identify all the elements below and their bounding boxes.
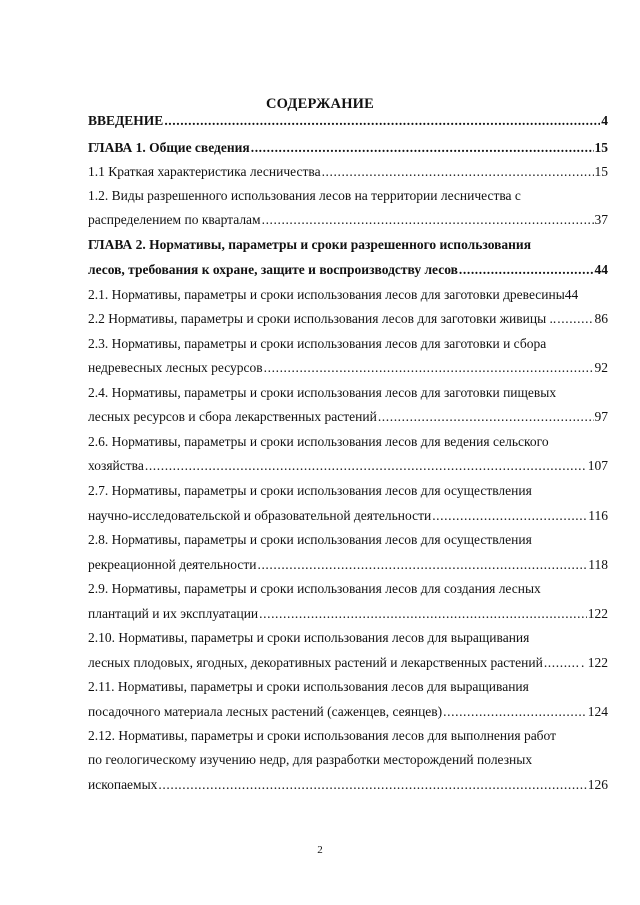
toc-entry bbox=[88, 262, 608, 280]
toc-page-number: 122 bbox=[587, 606, 608, 621]
toc-entry bbox=[88, 679, 608, 697]
toc-leader-dots bbox=[164, 113, 600, 129]
toc-entry bbox=[88, 385, 608, 403]
toc-leader-dots bbox=[257, 557, 587, 573]
toc-entry bbox=[88, 434, 608, 452]
toc-leader-dots bbox=[145, 458, 587, 474]
toc-entry bbox=[88, 237, 608, 255]
toc-entry-text: 1.1 Краткая характеристика лесничества bbox=[88, 164, 321, 179]
toc-entry-text: 2.9. Нормативы, параметры и сроки использования лесов для создания лесных bbox=[88, 581, 541, 596]
toc-entry bbox=[88, 630, 608, 648]
toc-entry bbox=[88, 360, 608, 378]
toc-entry bbox=[88, 532, 608, 550]
toc-entry-text: ГЛАВА 1. Общие сведения bbox=[88, 140, 250, 155]
toc-entry bbox=[88, 581, 608, 599]
toc-leader-dots bbox=[443, 704, 587, 720]
toc-page-number: 37 bbox=[594, 212, 608, 227]
toc-title: СОДЕРЖАНИЕ bbox=[265, 96, 375, 112]
toc-entry bbox=[88, 655, 608, 673]
toc-leader-dots bbox=[378, 409, 594, 425]
toc-entry-text: ископаемых bbox=[88, 777, 158, 792]
toc-page-number: 97 bbox=[594, 409, 608, 424]
toc-leader-dots bbox=[432, 508, 587, 524]
toc-entry-text: распределением по кварталам bbox=[88, 212, 261, 227]
toc-entry-text: 2.2 Нормативы, параметры и сроки использования лесов для заготовки живицы .. bbox=[88, 311, 557, 326]
toc-entry-text: лесов, требования к охране, защите и воспроизводству лесов bbox=[88, 262, 458, 277]
toc-page-number: 116 bbox=[588, 508, 608, 523]
toc-entry bbox=[88, 113, 608, 131]
toc-leader-dots bbox=[259, 606, 587, 622]
toc-page-number: 107 bbox=[587, 458, 608, 473]
toc-page-number: 126 bbox=[587, 777, 608, 792]
toc-page-number: 15 bbox=[594, 164, 608, 179]
toc-entry-text: 2.1. Нормативы, параметры и сроки использования лесов для заготовки древесины44 bbox=[88, 287, 579, 302]
toc-entry bbox=[88, 311, 608, 329]
toc-entry-text: 2.8. Нормативы, параметры и сроки использования лесов для осуществления bbox=[88, 532, 532, 547]
toc-entry-text: по геологическому изучению недр, для разработки месторождений полезных bbox=[88, 752, 533, 767]
toc-page-number: 15 bbox=[594, 140, 608, 155]
toc-entry bbox=[88, 777, 608, 795]
toc-entry-text: рекреационной деятельности bbox=[88, 557, 257, 572]
toc-entry bbox=[88, 140, 608, 158]
toc-leader-dots bbox=[158, 777, 586, 793]
toc-leader-dots bbox=[251, 140, 594, 156]
toc-entry bbox=[88, 164, 608, 182]
toc-entry bbox=[88, 483, 608, 501]
toc-page-number: 124 bbox=[587, 704, 608, 719]
toc-entry-text: 2.10. Нормативы, параметры и сроки использования лесов для выращивания bbox=[88, 630, 530, 645]
toc-entry bbox=[88, 557, 608, 575]
toc-leader-dots bbox=[264, 360, 594, 376]
toc-entry bbox=[88, 752, 608, 770]
toc-entry bbox=[88, 458, 608, 476]
toc-leader-dots bbox=[544, 655, 580, 671]
toc-entry-text: ВВЕДЕНИЕ bbox=[88, 113, 164, 128]
toc-leader-dots bbox=[459, 262, 594, 278]
toc-entry bbox=[88, 508, 608, 526]
toc-page-number: . 122 bbox=[581, 655, 608, 670]
toc-entry-text: 2.6. Нормативы, параметры и сроки использования лесов для ведения сельского bbox=[88, 434, 549, 449]
toc-entry-text: научно-исследовательской и образовательной деятельности bbox=[88, 508, 432, 523]
toc-entry bbox=[88, 704, 608, 722]
toc-entry-text: 2.12. Нормативы, параметры и сроки использования лесов для выполнения работ bbox=[88, 728, 557, 743]
page-number: 2 bbox=[317, 844, 323, 856]
toc-page-number: 92 bbox=[594, 360, 608, 375]
toc-entry-text: лесных ресурсов и сбора лекарственных растений bbox=[88, 409, 377, 424]
toc-entry-text: 2.11. Нормативы, параметры и сроки использования лесов для выращивания bbox=[88, 679, 529, 694]
toc-leader-dots bbox=[557, 311, 593, 327]
toc-entry-text: 2.4. Нормативы, параметры и сроки использования лесов для заготовки пищевых bbox=[88, 385, 557, 400]
toc-entry-text: 2.7. Нормативы, параметры и сроки использования лесов для осуществления bbox=[88, 483, 532, 498]
toc-page-number: 118 bbox=[588, 557, 608, 572]
toc-entry bbox=[88, 606, 608, 624]
toc-entry bbox=[88, 212, 608, 230]
toc-entry-text: недревесных лесных ресурсов bbox=[88, 360, 263, 375]
toc-entry-text: посадочного материала лесных растений (саженцев, сеянцев) bbox=[88, 704, 443, 719]
toc-leader-dots bbox=[322, 164, 594, 180]
toc-entry bbox=[88, 336, 608, 354]
toc-entry-text: 2.3. Нормативы, параметры и сроки использования лесов для заготовки и сбора bbox=[88, 336, 547, 351]
toc-entry-text: ГЛАВА 2. Нормативы, параметры и сроки разрешенного использования bbox=[88, 237, 532, 252]
toc-entry-text: хозяйства bbox=[88, 458, 144, 473]
toc-page-number: 44 bbox=[594, 262, 608, 277]
toc-entry bbox=[88, 287, 608, 305]
toc-entry bbox=[88, 188, 608, 206]
toc-entry-text: лесных плодовых, ягодных, декоративных растений и лекарственных растений bbox=[88, 655, 543, 670]
toc-entry-text: плантаций и их эксплуатации bbox=[88, 606, 259, 621]
toc-page-number: 4 bbox=[601, 113, 608, 128]
toc-page-number: 86 bbox=[594, 311, 608, 326]
toc-entry bbox=[88, 728, 608, 746]
toc-leader-dots bbox=[262, 212, 594, 228]
toc-entry-text: 1.2. Виды разрешенного использования лесов на территории лесничества с bbox=[88, 188, 521, 203]
toc-entry bbox=[88, 409, 608, 427]
